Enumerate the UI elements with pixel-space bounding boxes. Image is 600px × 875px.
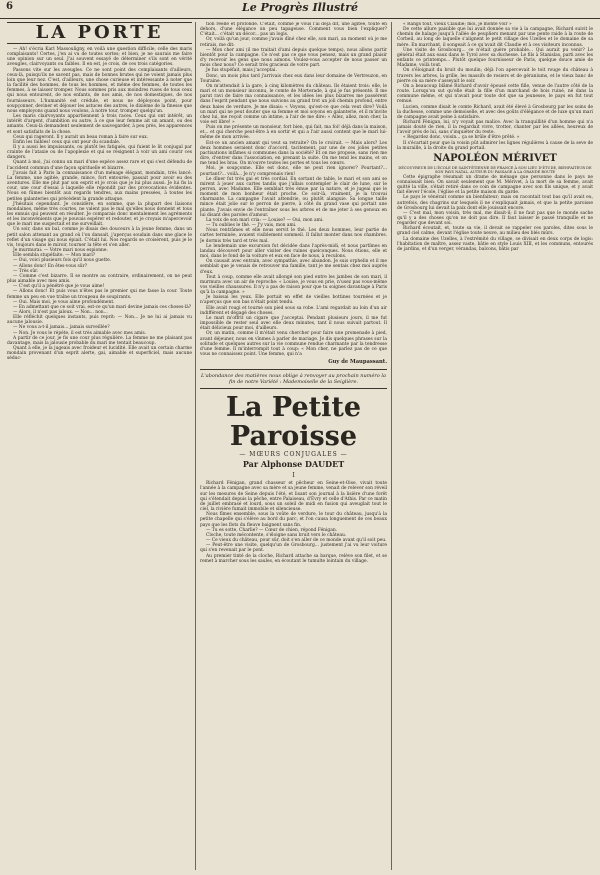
paragraph: Or, voilà qu'un jour, comme j'avais dîné chez elle, son mari, au moment où je me retirais, me dit:	[200, 37, 387, 48]
paragraph: — Oui, voici plusieurs fois qu'il nous guette.	[13, 258, 112, 264]
paragraph: — Ne vous a-t-il jamais... jamais surveillée?	[13, 325, 110, 331]
paragraph: — Ce vieux du château, pour sûr, doit s'en aller de ce monde avant qu'il soit peu.	[206, 538, 387, 544]
paragraph: — Très sûr.	[13, 268, 39, 274]
paragraph: Nous rentrâmes et elle nous servit le thé. Les deux hommes, leur partie de cartes terminée, avaient visiblement sommeil. Il fallut monter dans nos chambres. Je dormis très tard et très mal.	[200, 228, 387, 244]
paragraph: Le dîner fut très gai et très cordial. En sortant de table, le mari et son ami se mirent à jouer aux cartes tandis que j'allais contempler le clair de lune, sur le perron, avec Madame. Elle semblait très émue par la nature, et je jugeai que le moment de mon bonheur était proche. Ce soir-là, vraiment, je la trouvai charmante. La campagne l'avait attendrie, ou plutôt alanguie. Sa longue taille mince était jolie sur le perron de pierre, à côté du grand vase qui portait une plante. J'avais envie de l'entraîner sous les arbres et de me jeter à ses genoux en lui disant des paroles d'amour.	[200, 176, 387, 218]
column-rule	[391, 22, 392, 870]
paragraph: — Mon cher ami (il me traitait d'ami depuis quelque temps), nous allons partir bientôt pour la campagne. Ce n'est pas ce que vous pensez, mais un grand plaisir d'y recevoir les gens que nous aimons. Voulez-vous accepter de nous passer un mois chez nous? Ce serait très gracieux de votre part.	[200, 47, 387, 69]
paragraph: — Allons donc! En êtes-vous sûr?	[13, 263, 88, 269]
editor-note: L'abondance des matières nous oblige à renvoyer au prochain numéro la fin de notre Variété : Mademoiselle de la Seiglière.	[201, 373, 386, 386]
paragraph: J'hésitais cependant. Je considère, en somme, que la plupart des liaisons mondaines, même très courtes, ne valent pas le mal qu'elles nous donnent et tous les ennuis qui peuvent en résulter. Je comparais donc mentalement les agréments et les inconvénients que je pouvais espérer et redouter, et je croyais m'apercevoir que le mari me suspectait et me surveillait.	[7, 201, 192, 228]
paragraph: « Rangs tout, vieux Claudie; moi, je monte voir »	[403, 22, 512, 27]
paragraph: Cloche, toute mécontente, s'éloigne sans bruit vers le château.	[206, 532, 347, 538]
paragraph: Cette épigraphe résumait un drame de ménage que personne dans le pays ne connaissait bien. On savait seulement que M. Mérivet, à la mort de sa femme, avait quitté la ville, s'était retiré dans ce coin de campagne avec son fils unique, et y avait fait élever l'école, l'église et la petite maison du garde.	[397, 174, 593, 196]
paragraph: — Allons donc! Et puis vous n'êtes pas le premier qui me fasse la cour. Toute femme un peu en vue traîne un troupeau de soupirants.	[7, 289, 192, 300]
paragraph: Un soir, dans un bal, comme je disais des douceurs à la jeune femme, dans un petit salon attenant au grand où l'on dansait, j'aperçus soudain dans une glace le reflet d'un visage qui nous épiait. C'était lui. Nos regards se croisèrent, puis je le vis, toujours dans le miroir, tourner la tête et s'en aller.	[7, 227, 192, 248]
column-rule	[195, 22, 196, 870]
article-body	[7, 47, 192, 362]
paragraph: Richard Fénigan, lui, n'y voyait pas malice. Avec la tranquillité d'un homme qui n'a jamais douté de rien, il la regardait vivre, trotter, chanter par les allées, heureux de l'avoir près de lui, sans s'inquiéter du reste.	[397, 119, 593, 136]
paragraph: — C'est mal, mon voisin, très mal, me disait-il; il ne faut pas que le monde sache qu'il y a des choses qu'on ne doit pas dire. Il faut laisser le passé tranquille et ne regarder que devant soi.	[397, 210, 593, 227]
paragraph: On m'attendait à la gare, à cinq kilomètres du château. Ils étaient trois: elle, le mari et un monsieur inconnu, le comte de Morterade, à qui je fus présenté. Il me parut ravi de faire ma connaissance, et les idées les plus bizarres me passèrent dans l'esprit pendant que nous suivions au grand trot un joli chemin profond, entre deux haies de verdure. Je me disais: « Voyons, qu'est-ce que cela veut dire? Voilà un mari qui ne peut douter que sa femme et moi soyons en galanterie, et il m'invite chez lui, me reçoit comme un intime, a l'air de me dire: « Allez, allez, mon cher, la voie est libre! »	[200, 83, 387, 125]
paragraph: Lucien, comme disait le comte Richard, avait été élevé à Grosbourg par les soins de la duchesse, comme une demoiselle, et avec des goûts d'élégance et de luxe qu'un mari de campagne avait peine à satisfaire.	[397, 104, 593, 120]
paragraph: Elle avait rougi et tourné son pied sous sa robe. L'ami regardait au loin d'un air indifférent et dégagé des choses.	[200, 305, 387, 316]
paragraph: Richard écoutait, et, toute sa vie, il devait se rappeler ces paroles, dites sous le grand ciel calme, devant l'église toute neuve, au milieu des blés mûrs.	[397, 226, 593, 237]
paragraph: J'avais fait à Paris la connaissance d'un ménage élégant, mondain, très lancé. La femme, une agitée, grande, mince, fort entourée, passait pour avoir eu des aventures. Elle me plut par son esprit et je crois que je lui plus aussi. Je lui fis la cour, une cour d'essai à laquelle elle répondit par des provocations évidentes. Nous en fûmes bientôt aux regards tendres, aux mains pressées, à toutes les petites galanteries qui précèdent la grande attaque.	[7, 170, 192, 202]
paragraph: Je baissai les yeux. Elle portait en effet de vieilles bottines tournées et je n'aperçus que son bas n'était point tendu.	[200, 295, 387, 306]
column-3	[397, 22, 593, 870]
page-number: 6	[6, 1, 13, 12]
serial-title: La Petite Paroisse	[225, 392, 361, 453]
paragraph: Passons vite sur les aveugles. Ce ne sont point des complaisants d'ailleurs, ceux-là, puisqu'ils ne savent pas, mais de bonnes brutes qui ne voient jamais plus loin que leur nez. C'est, d'ailleurs, une chose curieuse et intéressante à noter que la facilité des hommes, de tous les hommes, et même des femmes, de toutes les femmes, à se laisser tromper. Nous sommes pris aux moindres ruses de tous ceux qui nous entourent, de nos enfants, de nos amis, de nos domestiques, de nos fournisseurs. L'humanité est crédule, et nous ne déployons point, pour soupçonner, deviner et déjouer les astuces des autres, le dixième de la finesse que nous employons quand nous voulons, à notre tour, tromper quelqu'un.	[7, 67, 192, 114]
paragraph: — Comme c'est bizarre. Il se montre au contraire, ordinairement, on ne peut plus aimable avec mes amis.	[7, 273, 192, 285]
paragraph: Le mari m'offrit un cigare que j'acceptai. Pendant plusieurs jours, il me fut impossible de rester seul avec elle deux minutes, tant il nous suivait partout. Il était délicieux pour moi, d'ailleurs.	[200, 315, 387, 332]
paragraph: Quant à elle, je la jugeais avec froideur et lucidité. Elle avait un certain charme mondain provenant d'un esprit alerte, gai, aimable et superficiel, mais aucune séduc-	[7, 346, 192, 362]
column-2	[200, 22, 387, 870]
serial-body	[200, 481, 387, 564]
paragraph: tion réelle et profonde. C'était, comme je vous l'ai déjà dit, une agitée, toute en dehors, d'une élégance un peu tapageuse. Comment vous bien l'expliquer? C'était... c'était un décor... pas un logis.	[200, 22, 387, 38]
paragraph: — Tu es sotte, Charlie? — Cœur de chien, répond Fénigan.	[206, 527, 338, 533]
paragraph: — En admettant que ce soit vrai, est-ce qu'un mari devine jamais ces choses-là?	[13, 304, 192, 310]
paragraph: — Tu oublies le thé. — J'y vais, mon ami.	[206, 223, 297, 229]
divider	[200, 369, 387, 370]
paragraph: — Oui. Mais moi, je vous aime profondément.	[13, 299, 115, 305]
serial-continued	[397, 22, 593, 151]
paragraph: Or, un matin, comme il m'était venu chercher pour faire une promenade à pied, avant déjeuner, nous en vînmes à parler de mariage. Je dis quelques phrases sur la solitude et quelques autres sur la vie commune rendue charmante par la tendresse d'une femme. Il m'interrompit tout à coup: « Mon cher, ne parlez pas de ce que vous ne connaissez point. Une femme, qui n'a	[200, 331, 387, 357]
paragraph: Richard Fénigan, grand chasseur et pêcheur en Seine-et-Oise, vivait toute l'année à la campagne avec sa mère et sa jeune femme, venait de relever son réveil sur les mesures de Seine depuis l'été, et lisant son journal à la lisière d'une forêt qui s'étendait depuis la pêche, entre Palaiseau, d'Évry et celle d'Athis. Par ce matin de juillet embrasé et lourd, sous un soleil de midi en fusion qui aveuglait tout le ciel, la rivière fumait immobile et silencieuse.	[200, 481, 387, 513]
inscription-title: NAPOLÉON MÉRIVET	[433, 152, 557, 164]
paragraph: La voix de son mari cria: — Louise? — Oui, mon ami.	[206, 217, 324, 223]
paragraph: — C'est qu'il a pénétré que je vous aime!	[13, 284, 105, 290]
section-title: LA PORTE	[7, 22, 192, 44]
paragraph: Moi, je soupçonne. Elle est donc, elle ne peut rien ignorer? Pourtant?... pourtant?... voilà... Je n'y comprenais rien!	[200, 166, 387, 177]
inscription-text: DÉCOUVREUR DE L'ÉCOLE DE SAINT-ÉTIENNE DE FRANCE À SON LIEU D'ÉTUDE, BIENFAITEUR DE SON PAYS NATAL, AUTEUR DU PASSAGE À LA GRANDE ROUTE	[398, 165, 592, 175]
paragraph: On a beaucoup blâmé Richard d'avoir épousé cette fille, venue de l'autre côté de la route. Lorsqu'on sut qu'elle était la fille d'un marchand de bois ruiné, né dans la commune même, et qui n'avait pour toute dot que sa jeunesse, le pays en fut tout remué.	[397, 83, 593, 105]
paragraph: — Ah! s'écria Karl Massouligny, en voilà une question difficile, celle des maris complaisants! Certes, j'en ai vu de toutes sortes; et bien, je ne saurais me faire une opinion sur un seul. J'ai souvent essayé de déterminer s'ils sont en vérité aveugles, clairvoyants ou faibles. Il en est, je crois, de ces trois catégories.	[7, 47, 192, 68]
paragraph: A partir de ce jour, je fis une cour plus régulière. La femme ne me plaisant pas davantage, mais la jalousie probable du mari me tentait beaucoup.	[7, 335, 192, 346]
serial-author: Par Alphonse DAUDET	[242, 459, 345, 470]
paragraph: « Regardez donc, voisin... ça se brûle d'être prêté. »	[403, 135, 520, 141]
article-body-continued	[200, 22, 387, 357]
paragraph: De cette allure paisible que lui avait donnée sa vie à la campagne, Richard suivit le chemin de halage jusqu'à l'allée de peupliers menant par une pente raide à la route de Corbeil, au long de laquelle s'alignent le petit village des Uzelles et le domaine de sa mère. En marchant, il songeait à ce qu'avait dit Claudie et à ces visiteurs inconnus.	[397, 27, 593, 48]
masthead	[0, 0, 600, 19]
column-1	[7, 22, 192, 870]
journal-title: Le Progrès Illustré	[241, 1, 359, 14]
paragraph: Quant à moi, j'ai connu un mari d'une espèce assez rare et qui s'est défendu de l'accident commun d'une façon spirituelle et bizarre.	[7, 160, 192, 171]
divider	[200, 388, 387, 389]
paragraph: Il y a aussi les impuissants, ou plutôt les fatigués, qui fuient le lit conjugal par crainte de l'ataxie ou de l'apoplexie et qui se résignent à voir un ami courir ces dangers.	[7, 144, 192, 161]
paragraph: Une visite de Grosbourg... ce n'était guère probable... Qui aurait pu venir? Le général était aux eaux dans le Tyrol avec sa duchesse. Le fils à Stanislas, parti avec les enfants ce printemps... Plutôt quelque fournisseur de Paris, quelque douce amie de Madame, voilà tout.	[397, 47, 593, 69]
serial-subtitle: — MŒURS CONJUGALES —	[239, 451, 348, 459]
paragraph: Nous fîmes ensemble, sous la voûte de verdure, le tour du château, jusqu'à la petite chapelle qui s'élève au bord du parc, et l'on causa longuement de ces beaux pays que les flots du fleuve baignent sans fin.	[200, 512, 387, 528]
paragraph: Les maris clairvoyants appartiennent à trois races. Ceux qui ont intérêt, un intérêt d'argent, d'ambition ou autre, à ce que leur femme ait un amant, ou des amants. Ceux-là demandent seulement de sauvegarder, à peu près, les apparences et sont satisfaits de la chose.	[7, 114, 192, 135]
paragraph: La domaine des Uzelles, à l'extrémité du village, se divisait en deux corps de logis: l'habitation de maître, assez vaste, bâtie en style Louis XIII, et les communs, entourés de jardins, et d'un verger, vérandas, balcons, bâtis par	[397, 236, 593, 252]
paragraph: Est-ce un ancien amant qui veut sa retraite? On le croirait. — Mais alors? Les deux hommes seraient donc d'accord, tacitement, par une de ces jolies petites pactisations infâmes si communes dans la société? Et on me propose, sans rien me dire, d'entrer dans l'association, en prenant la suite. On me tend les mains, et on me tend les bras. On m'ouvre toutes les portes et tous les cœurs.	[200, 140, 387, 167]
paragraph: Ceux qui rageront. Il y aurait un beau roman à faire sur eux.	[13, 134, 149, 140]
paragraph: Elle sembla stupéfaite. — Mon mari?	[13, 253, 96, 259]
paragraph: Le lendemain une excursion fut décidée dans l'après-midi, et nous partîmes en landau découvert pour aller visiter des ruines quelconques. Nous étions, elle et moi, dans le fond de la voiture et eux en face de nous, à reculons.	[200, 243, 387, 260]
paragraph: Il s'écartait pour que la voisin pût admirer les lignes régulières à cause de la seve de la muraille, à la droite du grand portail.	[397, 140, 593, 151]
paragraph: — Peut-être une visite, quelqu'un de Grosbourg... justement j'ai vu leur voiture qui s'en revenait par le pont.	[200, 543, 387, 554]
paragraph: — Non. Je vous le répète, il est très aimable avec mes amis.	[13, 330, 147, 336]
paragraph: Je murmurai: — Votre mari nous espionne.	[13, 248, 108, 254]
paragraph: Puis on me présente un monsieur, fort bien, qui fait, ma foi! déjà dans la maison, et... et qui cherche peut-être à en sortir et qui a l'air aussi content que le mari lui-même de mon arrivée.	[200, 125, 387, 141]
chapter-number: I	[292, 472, 295, 480]
paragraph: Enfin les faibles! ceux qui ont peur du scandale.	[13, 139, 121, 145]
paragraph: Donc, un mois plus tard j'arrivais chez eux dans leur domaine de Vertreuzon, en Touraine.	[200, 73, 387, 84]
paragraph: On s'éloignait du bruit du moulin; déjà l'on apercevait le toit rouge du château à travers les arbres, la grille, les massifs de rosiers et de géraniums, et le vieux banc de pierre où sa mère s'asseyait le soir.	[397, 68, 593, 84]
paragraph: Le pays le vénérait comme un bienfaiteur; mais on racontait tout bas qu'il avait eu, autrefois, des chagrins sur lesquels il ne s'expliquait jamais, et que la petite paroisse de Grosbourg lui devait la paix dont elle jouissait encore.	[397, 195, 593, 211]
paragraph: Au premier tinté de la cloche, Richard attache sa barque, relève son filet, et se remet à marcher sous les saules, en écoutant le tumulte lointain du village.	[200, 553, 387, 564]
paragraph: Je fus stupéfait, mais j'acceptai.	[206, 68, 277, 74]
serial-body-after	[397, 175, 593, 252]
author-signature: Guy de Maupassant.	[328, 359, 387, 366]
paragraph: — Alors, il n'est pas jaloux. — Non... non...	[13, 309, 108, 315]
paragraph: Tout à coup, comme elle avait allongé son pied entre les jambes de son mari, il murmura avec un air de reproche: « Louise, je vous en prie, n'usez pas vous-même vos vieilles chaussures. Il n'y a pas de raison pour que tu soignes davantage à Paris qu'à la campagne. »	[200, 274, 387, 296]
paragraph: Elle réfléchit quelques instants, puis reprit: — Non... Je ne lui ai jamais vu aucune jalousie.	[7, 315, 192, 326]
paragraph: On causait avec entrain, avec sympathie, avec abandon. Je suis orphelin et il me semblait que je venais de retrouver ma famille, tant je me sentais chez moi auprès d'eux.	[200, 259, 387, 275]
